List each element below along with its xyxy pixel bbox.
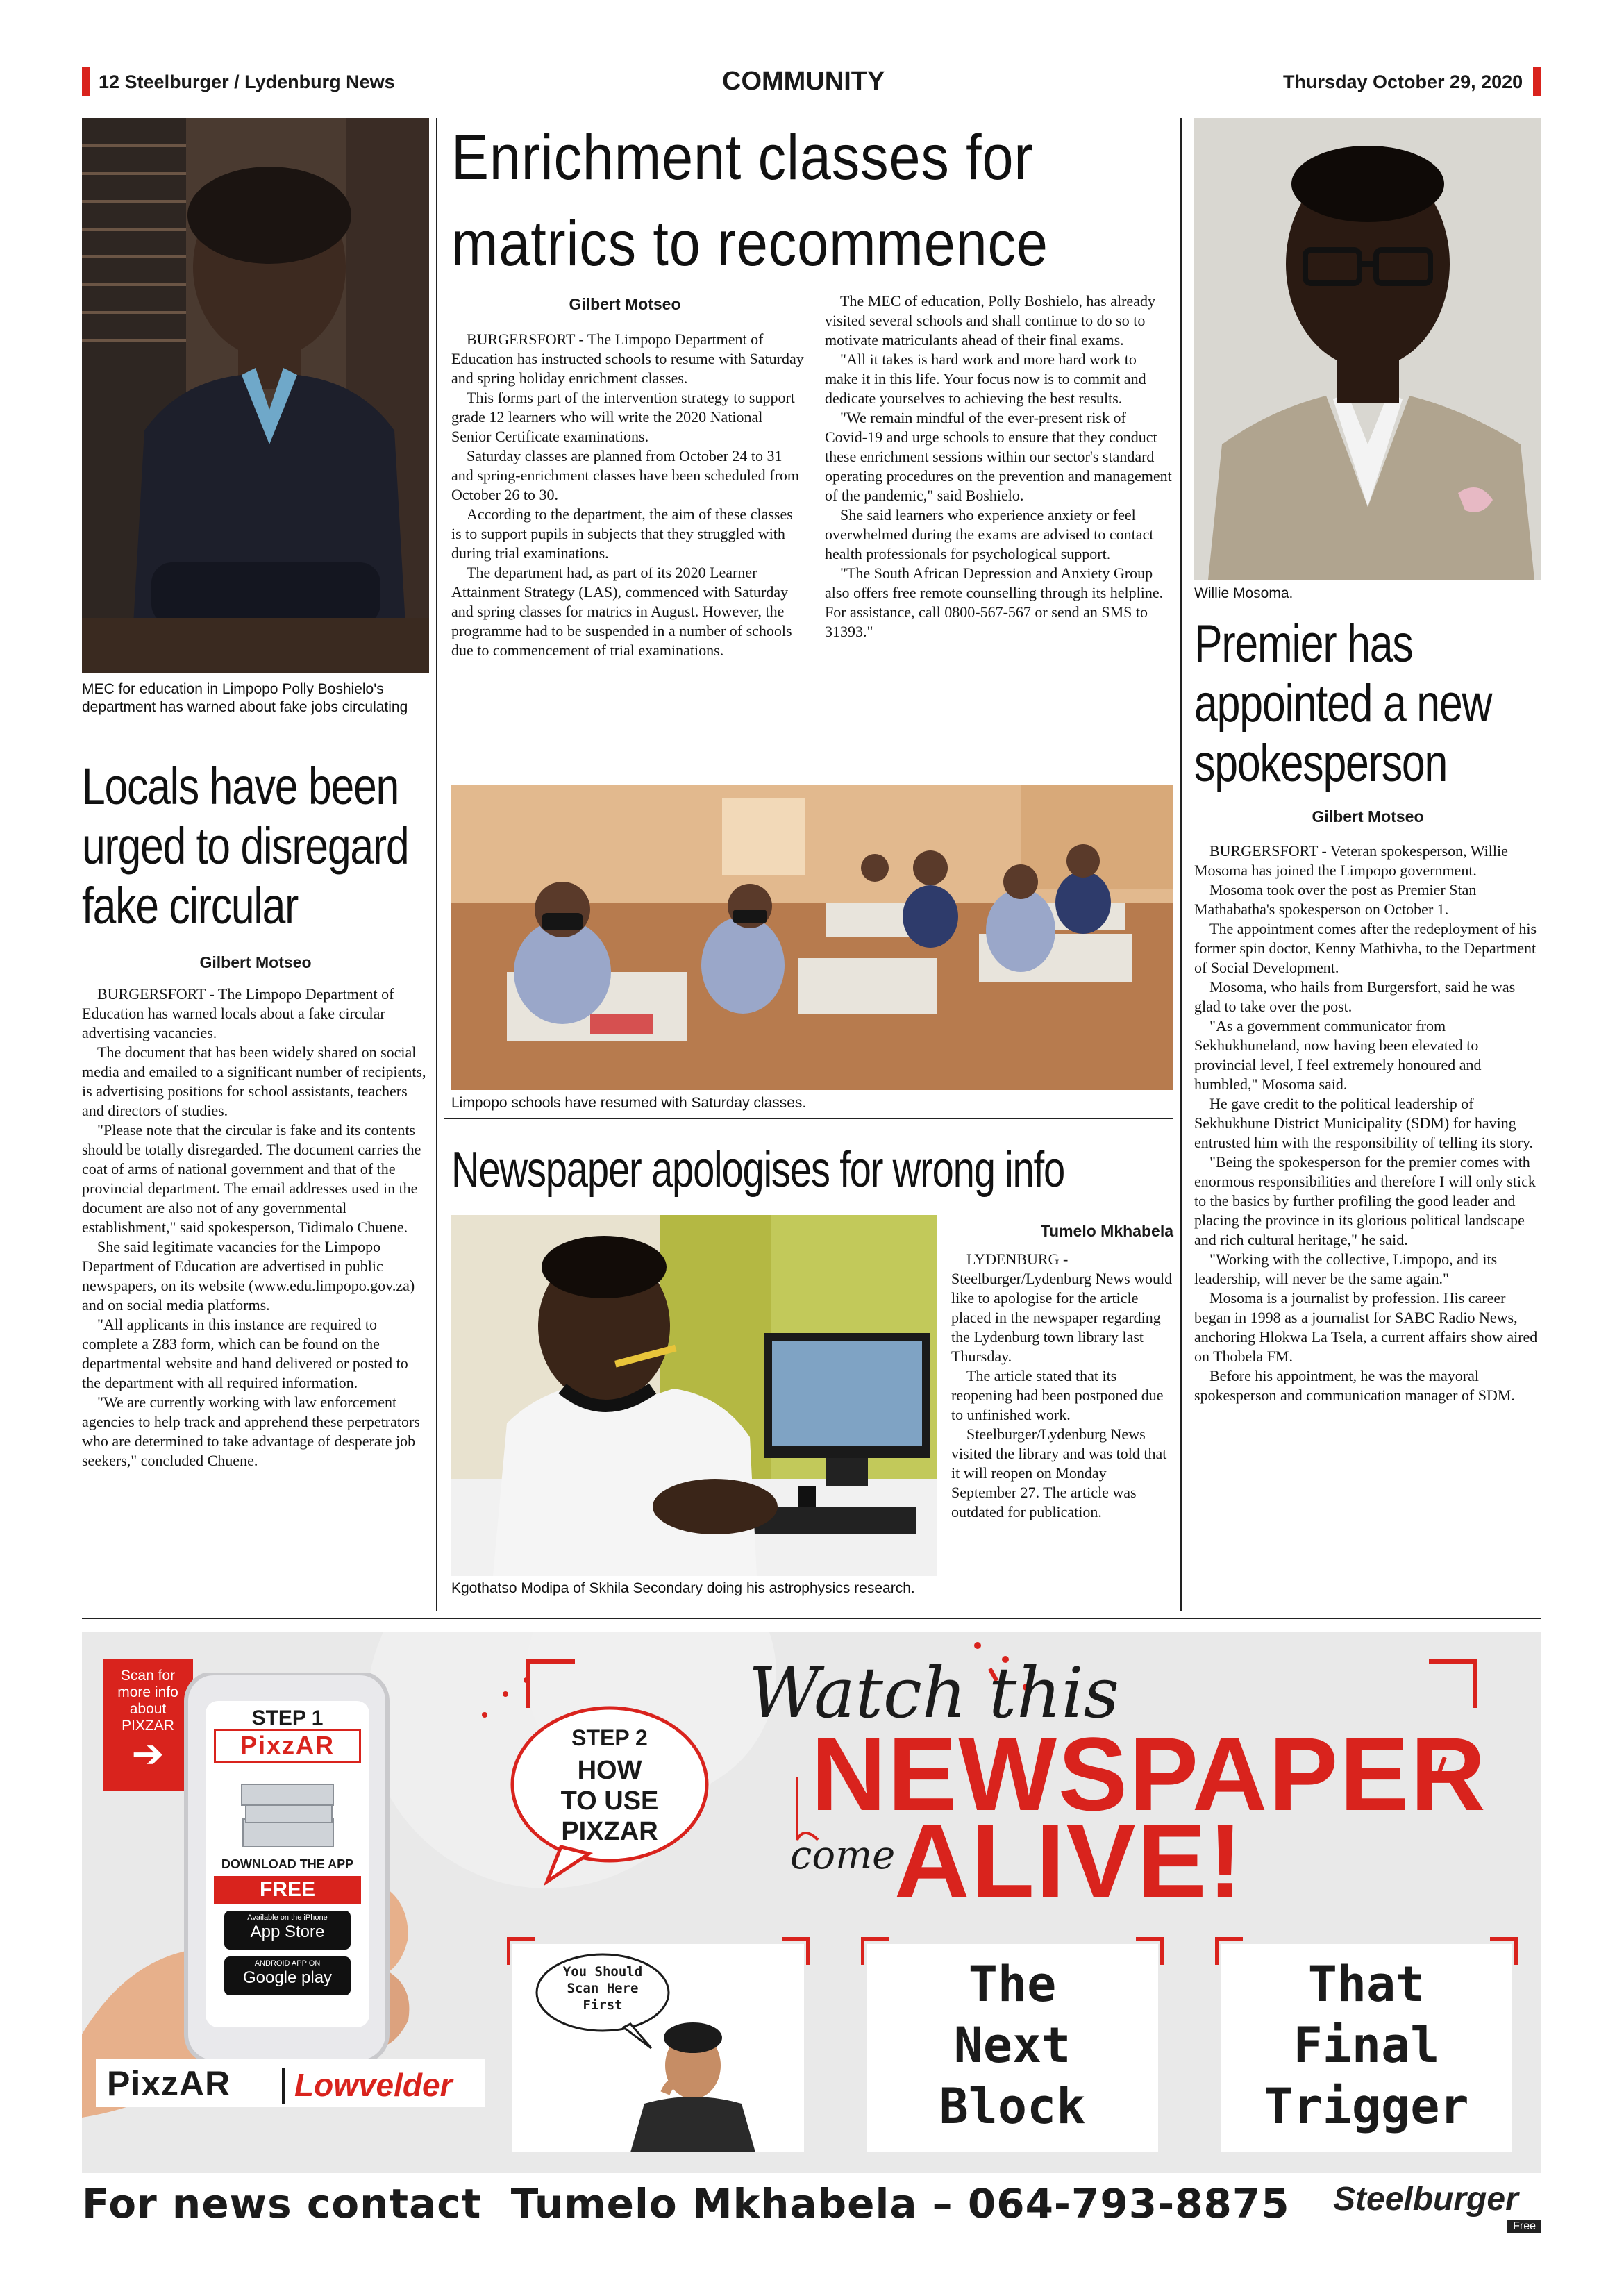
- paragraph: This forms part of the intervention strategy to support grade 12 learners who will write the 2020 National Senior Certificate examinations.: [451, 389, 795, 445]
- paragraph: Mosoma is a journalist by profession. His career began in 1998 as a journalist for SABC Radio News, anchoring Hlokwa La Tsela, a current affairs show aired on Thobela FM.: [1194, 1289, 1538, 1365]
- headline-line: fake circular: [82, 877, 299, 935]
- paragraph: Before his appointment, he was the mayoral spokesperson and communication manager of SDM.: [1194, 1367, 1515, 1404]
- mosoma-photo-caption: Willie Mosoma.: [1194, 585, 1294, 601]
- panel-line: Next: [953, 2017, 1071, 2074]
- masthead-section-title: COMMUNITY: [722, 67, 885, 96]
- newspaper-headline: NEWSPAPER: [811, 1716, 1487, 1832]
- student-photo-caption: Kgothatso Modipa of Skhila Secondary doing his astrophysics research.: [451, 1580, 915, 1596]
- paragraph: He gave credit to the political leadership of Sekhukhune District Municipality (SDM) for having entrusted him with the responsibility of telling its story.: [1194, 1095, 1534, 1151]
- watch-this-script: Watch this: [748, 1652, 1119, 1734]
- column-rule: [1180, 118, 1182, 1611]
- paragraph: "The South African Depression and Anxiety Group also offers free remote counselling through its helpline. For assistance, call 0800-567-567 or send an SMS to 31393.": [825, 564, 1164, 640]
- steelburger-logo: [1333, 2180, 1541, 2236]
- mec-portrait-illustration: [82, 118, 429, 673]
- paragraph: Mosoma, who hails from Burgersfort, said he was glad to take over the post.: [1194, 978, 1516, 1015]
- corner-bracket: [782, 1937, 810, 1965]
- scan-here-panel: [512, 1944, 804, 2152]
- paragraph: The article stated that its reopening had been postponed due to unfinished work.: [951, 1367, 1164, 1423]
- panel-line: Block: [939, 2078, 1086, 2135]
- masthead-date: Thursday October 29, 2020: [1283, 72, 1523, 92]
- pixzar-app-logo: PixzAR: [214, 1729, 361, 1763]
- classroom-photo-caption: Limpopo schools have resumed with Saturday classes.: [451, 1095, 807, 1111]
- masthead-section-page: 12 Steelburger / Lydenburg News: [99, 72, 395, 92]
- bubble-text: [540, 1963, 665, 2013]
- next-block-text: [867, 1944, 1158, 2137]
- bubble-line: First: [583, 1997, 623, 2013]
- mosoma-portrait-illustration: [1194, 118, 1541, 580]
- paragraph: She said legitimate vacancies for the Limpopo Department of Education are advertised in public newspapers, on its website (www.edu.limpopo.gov.za) and on social media platforms.: [82, 1238, 415, 1314]
- app-store-button[interactable]: [224, 1911, 351, 1950]
- paragraph: Saturday classes are planned from October 24 to 31 and spring-enrichment classes have been scheduled from October 26 to 30.: [451, 447, 799, 503]
- pixzar-footer-logo: PixzAR: [107, 2064, 231, 2103]
- paragraph: The department had, as part of its 2020 Learner Attainment Strategy (LAS), commenced with Saturday and spring classes for matrics in August. However, the programme had to be suspended in a number of schools due to commencement of trial examinations.: [451, 564, 792, 659]
- scan-tag-line: PIXZAR: [122, 1718, 174, 1734]
- bubble-line: Scan Here: [567, 1981, 639, 1996]
- scan-tag-line: about: [129, 1701, 167, 1717]
- center-headline: [451, 115, 1173, 287]
- steelburger-free-badge: Free: [1507, 2220, 1541, 2233]
- app-store-label: App Store: [250, 1922, 325, 1941]
- corner-bracket: [1429, 1659, 1477, 1708]
- paragraph: "Working with the collective, Limpopo, and its leadership, will never be the same again.": [1194, 1250, 1498, 1287]
- paragraph: "Please note that the circular is fake and its contents should be totally disregarded. The document carries the coat of arms of national government and that of the provincial department. The email addresses used in the document are also not of any governmental establishment," said spokesperson, Tidimalo Chuene.: [82, 1121, 421, 1236]
- paragraph: The MEC of education, Polly Boshielo, has already visited several schools and shall continue to do so to motivate matriculants ahead of their final exams.: [825, 292, 1155, 349]
- corner-bracket: [1136, 1937, 1164, 1965]
- panel-line: Final: [1293, 2017, 1440, 2074]
- paragraph: "We are currently working with law enforcement agencies to help track and apprehend these perpetrators who are determined to take advantage of desperate job seekers," concluded Chuene.: [82, 1393, 420, 1469]
- come-script: come: [790, 1833, 896, 1878]
- paragraph: She said learners who experience anxiety or feel overwhelmed during the exams are advised to contact health professionals for psychological support.: [825, 506, 1154, 562]
- apology-byline: Tumelo Mkhabela: [1040, 1222, 1173, 1240]
- headline-line: matrics to recommence: [451, 208, 1048, 279]
- headline-line: urged to disregard: [82, 817, 409, 875]
- scan-tag-line: more info: [117, 1684, 178, 1700]
- paragraph: BURGERSFORT - The Limpopo Department of Education has warned locals about a fake circular advertising vacancies.: [82, 985, 394, 1041]
- left-byline: Gilbert Motseo: [199, 953, 312, 971]
- masthead-right-bar: [1533, 67, 1541, 96]
- paragraph: The document that has been widely shared on social media and emailed to a significant number of recipients, is advertising positions for school assistants, teachers and directors of studies.: [82, 1044, 426, 1119]
- headline-line: spokesperson: [1194, 734, 1448, 793]
- logo-divider: [282, 2068, 285, 2104]
- newspaper-stack-icon: [236, 1770, 340, 1854]
- paragraph: BURGERSFORT - The Limpopo Department of Education has instructed schools to resume with Saturday and spring holiday enrichment classes.: [451, 330, 804, 387]
- free-badge: FREE: [214, 1876, 361, 1904]
- paragraph: According to the department, the aim of these classes is to support pupils in subjects that they struggled with during trial examinations.: [451, 505, 793, 562]
- paragraph: "Being the spokesperson for the premier comes with enormous responsibilities and therefore I will only stick to the basics by further profiling the good leader and placing the province in its glorious political landscape and rich cultural heritage," he said.: [1194, 1153, 1536, 1248]
- paragraph: Steelburger/Lydenburg News visited the library and was told that it will reopen on Monday September 27. The article was outdated for publication.: [951, 1425, 1167, 1520]
- download-app-label: DOWNLOAD THE APP: [221, 1857, 354, 1871]
- right-byline: Gilbert Motseo: [1312, 807, 1424, 826]
- headline-line: Locals have been: [82, 757, 399, 815]
- panel-line: The: [968, 1956, 1057, 2013]
- student-illustration: [451, 1215, 937, 1576]
- next-block-panel: [867, 1944, 1158, 2152]
- left-headline: [82, 757, 429, 936]
- headline-line: Premier has: [1194, 614, 1413, 673]
- how-to-use-line: TO USE: [560, 1786, 659, 1816]
- center-story-col1: [451, 330, 805, 660]
- how-to-use-line: PIXZAR: [561, 1817, 658, 1846]
- arrow-right-icon: ➔: [131, 1732, 165, 1775]
- masthead-left-bar: [82, 67, 90, 96]
- final-trigger-text: [1221, 1944, 1512, 2137]
- panel-line: That: [1307, 1956, 1425, 2013]
- paragraph: "All it takes is hard work and more hard work to make it in this life. Your focus now is to commit and dedicate yourselves to achieving the best results.: [825, 351, 1146, 407]
- paragraph: BURGERSFORT - Veteran spokesperson, Willie Mosoma has joined the Limpopo government.: [1194, 842, 1508, 879]
- panel-line: Trigger: [1264, 2078, 1469, 2135]
- section-rule: [444, 1118, 1173, 1119]
- google-play-button[interactable]: [224, 1956, 351, 1995]
- how-to-use-text: [540, 1755, 679, 1847]
- corner-bracket: [507, 1937, 535, 1965]
- scan-tag-line: Scan for: [120, 1668, 176, 1684]
- google-play-small-text: ANDROID APP ON: [254, 1959, 321, 1968]
- left-story-body: [82, 984, 429, 1470]
- lowvelder-footer-logo: Lowvelder: [294, 2067, 453, 2103]
- classroom-photo: [451, 785, 1173, 1090]
- paragraph: "We remain mindful of the ever-present risk of Covid-19 and urge schools to ensure that they conduct these enrichment sessions within our sector's standard operating procedures on the prevention and management of the pandemic," said Boshielo.: [825, 409, 1172, 504]
- paragraph: "All applicants in this instance are required to complete a Z83 form, which can be found on the departmental website and hand delivered or posted to the department with all required information.: [82, 1316, 408, 1391]
- classroom-illustration: [451, 785, 1173, 1090]
- paragraph: LYDENBURG - Steelburger/Lydenburg News would like to apologise for the article placed in the newspaper regarding the Lydenburg town library last Thursday.: [951, 1250, 1173, 1365]
- paragraph: The appointment comes after the redeployment of his former spin doctor, Kenny Mathivha, to the Department of Social Development.: [1194, 920, 1537, 976]
- headline-line: Enrichment classes for: [451, 122, 1034, 193]
- right-headline: [1194, 614, 1541, 794]
- bubble-line: You Should: [562, 1964, 643, 1979]
- google-play-label: Google play: [242, 1968, 333, 1987]
- steelburger-wordmark: Steelburger: [1333, 2181, 1518, 2218]
- news-contact-line: For news contact Tumelo Mkhabela – 064-793-8875: [82, 2180, 1290, 2227]
- final-trigger-panel: [1221, 1944, 1512, 2152]
- paragraph: Mosoma took over the post as Premier Stan Mathabatha's spokesperson on October 1.: [1194, 881, 1477, 918]
- right-story-body: [1194, 841, 1541, 1405]
- how-to-use-line: HOW: [577, 1756, 642, 1785]
- app-store-small-text: Available on the iPhone: [247, 1913, 328, 1922]
- ad-top-rule: [82, 1618, 1541, 1619]
- mosoma-photo: [1194, 118, 1541, 580]
- mec-photo: [82, 118, 429, 673]
- corner-bracket: [1215, 1937, 1243, 1965]
- mec-photo-caption: MEC for education in Limpopo Polly Boshielo's department has warned about fake jobs circulating: [82, 681, 408, 715]
- center-byline: Gilbert Motseo: [569, 295, 681, 313]
- alive-headline: ALIVE!: [894, 1802, 1244, 1919]
- apology-story-body: [951, 1250, 1173, 1522]
- paragraph: "As a government communicator from Sekhukhuneland, now having been elevated to provincial level, I feel extremely honoured and humbled," Mosoma said.: [1194, 1017, 1482, 1093]
- step2-label: STEP 2: [571, 1725, 648, 1750]
- corner-bracket: [861, 1937, 889, 1965]
- corner-bracket: [1490, 1937, 1518, 1965]
- student-photo: [451, 1215, 937, 1576]
- step1-label: STEP 1: [251, 1707, 324, 1729]
- column-rule: [436, 118, 437, 1611]
- apology-headline: Newspaper apologises for wrong info: [451, 1142, 1065, 1198]
- headline-line: appointed a new: [1194, 674, 1492, 733]
- center-story-col2: [825, 292, 1172, 642]
- pixzar-advert: [82, 1632, 1541, 2173]
